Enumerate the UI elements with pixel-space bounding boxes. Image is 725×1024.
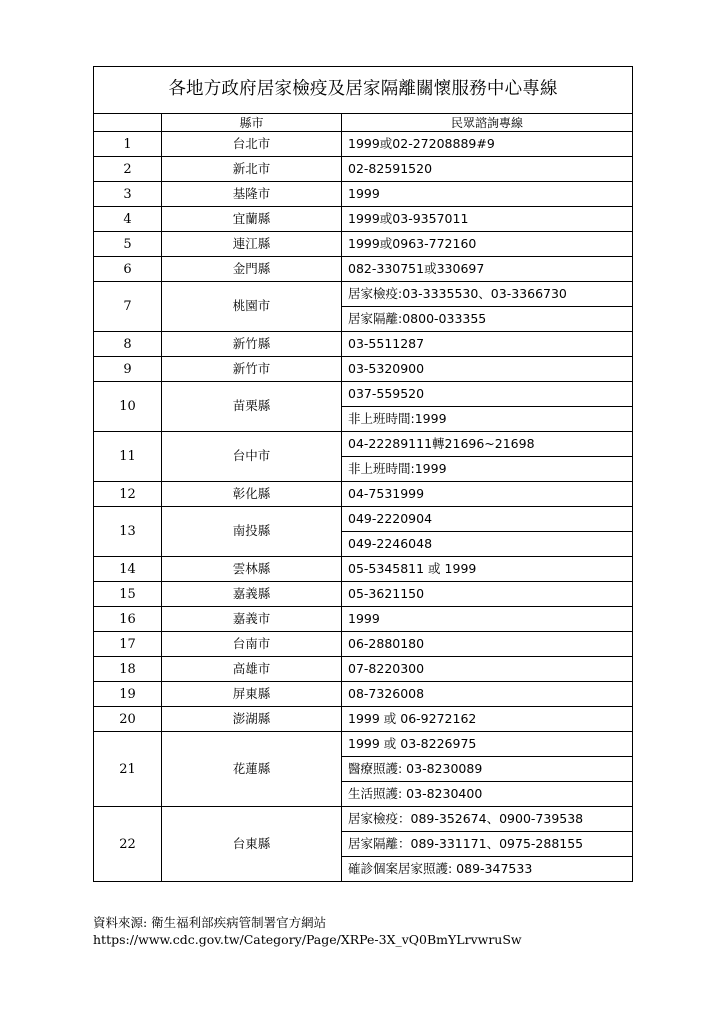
county-name: 花蓮縣	[162, 732, 342, 807]
table-row	[94, 682, 633, 707]
table-row	[94, 732, 633, 757]
hotline-number: 06-2880180	[342, 632, 633, 657]
hotline-number: 醫療照護: 03-8230089	[342, 757, 633, 782]
county-name: 台中市	[162, 432, 342, 482]
table-row	[94, 507, 633, 532]
county-name: 新北市	[162, 157, 342, 182]
hotline-number: 049-2246048	[342, 532, 633, 557]
table-row	[94, 707, 633, 732]
county-name: 南投縣	[162, 507, 342, 557]
hotline-number: 非上班時間:1999	[342, 457, 633, 482]
row-number: 8	[94, 332, 162, 357]
footer	[93, 914, 522, 948]
row-number: 2	[94, 157, 162, 182]
row-number: 9	[94, 357, 162, 382]
hotline-number: 02-82591520	[342, 157, 633, 182]
row-number: 18	[94, 657, 162, 682]
hotline-number: 03-5320900	[342, 357, 633, 382]
county-name: 彰化縣	[162, 482, 342, 507]
table-row	[94, 657, 633, 682]
hotline-number: 確診個案居家照護: 089-347533	[342, 857, 633, 882]
row-number: 7	[94, 282, 162, 332]
hotline-number: 07-8220300	[342, 657, 633, 682]
hotline-number: 04-22289111轉21696~21698	[342, 432, 633, 457]
table-row	[94, 207, 633, 232]
row-number: 11	[94, 432, 162, 482]
county-name: 嘉義市	[162, 607, 342, 632]
hotline-number: 049-2220904	[342, 507, 633, 532]
table-row	[94, 182, 633, 207]
hotline-number: 居家檢疫：089-352674、0900-739538	[342, 807, 633, 832]
row-number: 5	[94, 232, 162, 257]
county-name: 金門縣	[162, 257, 342, 282]
source-note: 資料來源: 衛生福利部疾病管制署官方網站	[93, 915, 327, 930]
hotline-table	[93, 66, 633, 882]
row-number: 4	[94, 207, 162, 232]
row-number: 1	[94, 132, 162, 157]
hotline-number: 居家隔離:0800-033355	[342, 307, 633, 332]
table-row	[94, 132, 633, 157]
header-hotline: 民眾諮詢專線	[342, 114, 633, 132]
hotline-number: 居家檢疫:03-3335530、03-3366730	[342, 282, 633, 307]
row-number: 13	[94, 507, 162, 557]
county-name: 新竹縣	[162, 332, 342, 357]
table-row	[94, 557, 633, 582]
county-name: 澎湖縣	[162, 707, 342, 732]
row-number: 20	[94, 707, 162, 732]
hotline-number: 1999	[342, 607, 633, 632]
county-name: 高雄市	[162, 657, 342, 682]
row-number: 6	[94, 257, 162, 282]
hotline-number: 1999	[342, 182, 633, 207]
row-number: 10	[94, 382, 162, 432]
table-row	[94, 332, 633, 357]
county-name: 連江縣	[162, 232, 342, 257]
table-row	[94, 607, 633, 632]
county-name: 宜蘭縣	[162, 207, 342, 232]
row-number: 22	[94, 807, 162, 882]
hotline-number: 05-5345811 或 1999	[342, 557, 633, 582]
hotline-number: 05-3621150	[342, 582, 633, 607]
source-url[interactable]: https://www.cdc.gov.tw/Category/Page/XRPe-3X_vQ0BmYLrvwruSw	[93, 932, 522, 947]
page-title: 各地方政府居家檢疫及居家隔離關懷服務中心專線	[94, 67, 633, 114]
table-row	[94, 432, 633, 457]
hotline-number: 1999 或 03-8226975	[342, 732, 633, 757]
county-name: 嘉義縣	[162, 582, 342, 607]
county-name: 基隆市	[162, 182, 342, 207]
table-row	[94, 257, 633, 282]
row-number: 19	[94, 682, 162, 707]
county-name: 苗栗縣	[162, 382, 342, 432]
header-county: 縣市	[162, 114, 342, 132]
table-row	[94, 382, 633, 407]
county-name: 桃園市	[162, 282, 342, 332]
table-row	[94, 232, 633, 257]
hotline-number: 1999或03-9357011	[342, 207, 633, 232]
hotline-number: 037-559520	[342, 382, 633, 407]
county-name: 台東縣	[162, 807, 342, 882]
table-row	[94, 282, 633, 307]
county-name: 新竹市	[162, 357, 342, 382]
hotline-table-container	[93, 66, 632, 882]
hotline-number: 1999或0963-772160	[342, 232, 633, 257]
header-number	[94, 114, 162, 132]
table-row	[94, 357, 633, 382]
row-number: 12	[94, 482, 162, 507]
hotline-number: 08-7326008	[342, 682, 633, 707]
hotline-number: 非上班時間:1999	[342, 407, 633, 432]
hotline-number: 1999 或 06-9272162	[342, 707, 633, 732]
hotline-number: 03-5511287	[342, 332, 633, 357]
row-number: 21	[94, 732, 162, 807]
county-name: 台北市	[162, 132, 342, 157]
row-number: 16	[94, 607, 162, 632]
hotline-number: 1999或02-27208889#9	[342, 132, 633, 157]
row-number: 15	[94, 582, 162, 607]
row-number: 3	[94, 182, 162, 207]
table-row	[94, 482, 633, 507]
county-name: 雲林縣	[162, 557, 342, 582]
hotline-number: 082-330751或330697	[342, 257, 633, 282]
county-name: 台南市	[162, 632, 342, 657]
hotline-number: 生活照護: 03-8230400	[342, 782, 633, 807]
table-row	[94, 807, 633, 832]
hotline-number: 04-7531999	[342, 482, 633, 507]
hotline-number: 居家隔離：089-331171、0975-288155	[342, 832, 633, 857]
table-row	[94, 157, 633, 182]
row-number: 14	[94, 557, 162, 582]
row-number: 17	[94, 632, 162, 657]
table-row	[94, 632, 633, 657]
county-name: 屏東縣	[162, 682, 342, 707]
table-row	[94, 582, 633, 607]
